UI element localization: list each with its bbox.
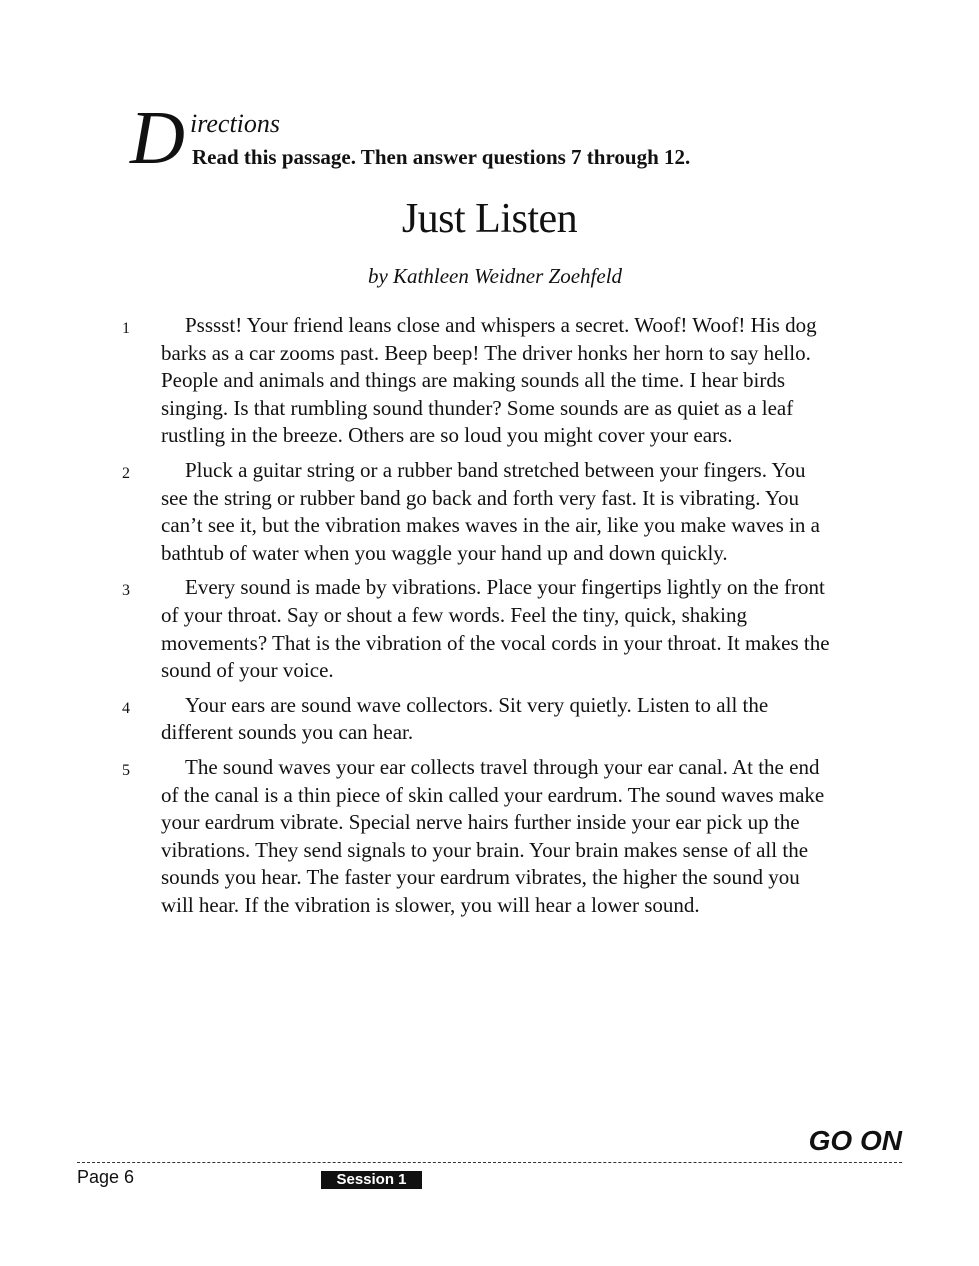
paragraph-3	[0, 574, 979, 684]
paragraph-2	[0, 457, 979, 567]
paragraph-number: 3	[122, 582, 130, 600]
paragraph-text: Psssst! Your friend leans close and whispers a secret. Woof! Woof! His dog barks as a car zooms past. Beep beep! The driver honks her horn to say hello. People and animals and things are making sounds all the time. I hear birds singing. Is that rumbling sound thunder? Some sounds are as quiet as a leaf rustling in the breeze. Others are so loud you might cover your ears.	[161, 313, 817, 448]
paragraph-number: 4	[122, 699, 130, 717]
session-badge: Session 1	[321, 1171, 422, 1189]
footer-divider	[77, 1162, 902, 1163]
paragraph-text: Every sound is made by vibrations. Place your fingertips lightly on the front of your throat. Say or shout a few words. Feel the tiny, quick, shaking movements? That is the vibration of the vocal cords in your throat. It makes the sound of your voice.	[161, 575, 830, 683]
page-number: Page 6	[77, 1167, 135, 1187]
passage-body	[0, 312, 979, 926]
passage-title: Just Listen	[401, 196, 578, 242]
paragraph-number: 2	[122, 464, 130, 482]
directions-dropcap: D	[130, 96, 185, 180]
paragraph-number: 5	[122, 761, 130, 779]
directions-heading: irections	[190, 109, 281, 138]
paragraph-text: The sound waves your ear collects travel through your ear canal. At the end of the canal is a thin piece of skin called your eardrum. The sound waves make your eardrum vibrate. Special nerve hairs further inside your ear pick up the vibrations. They send signals to your brain. Your brain makes sense of all the sounds you hear. The faster your eardrum vibrates, the higher the sound you will hear. If the vibration is slower, you will hear a lower sound.	[161, 754, 825, 917]
paragraph-number: 1	[122, 320, 130, 337]
paragraph-text: Pluck a guitar string or a rubber band stretched between your fingers. You see the string or rubber band go back and forth very fast. It is vibrating. You can’t see it, but the vibration makes waves in the air, like you make waves in a bathtub of water when you waggle your hand up and down quickly.	[161, 457, 820, 565]
directions-text: Read this passage. Then answer questions 7 through 12.	[192, 145, 691, 169]
paragraph-1	[0, 312, 979, 450]
paragraph-text: Your ears are sound wave collectors. Sit very quietly. Listen to all the different sounds you can hear.	[161, 692, 769, 745]
directions-block	[130, 96, 830, 180]
go-on-label: GO ON	[808, 1125, 902, 1156]
paragraph-4	[0, 692, 979, 747]
passage-byline: by Kathleen Weidner Zoehfeld	[367, 264, 623, 288]
paragraph-5	[0, 754, 979, 920]
